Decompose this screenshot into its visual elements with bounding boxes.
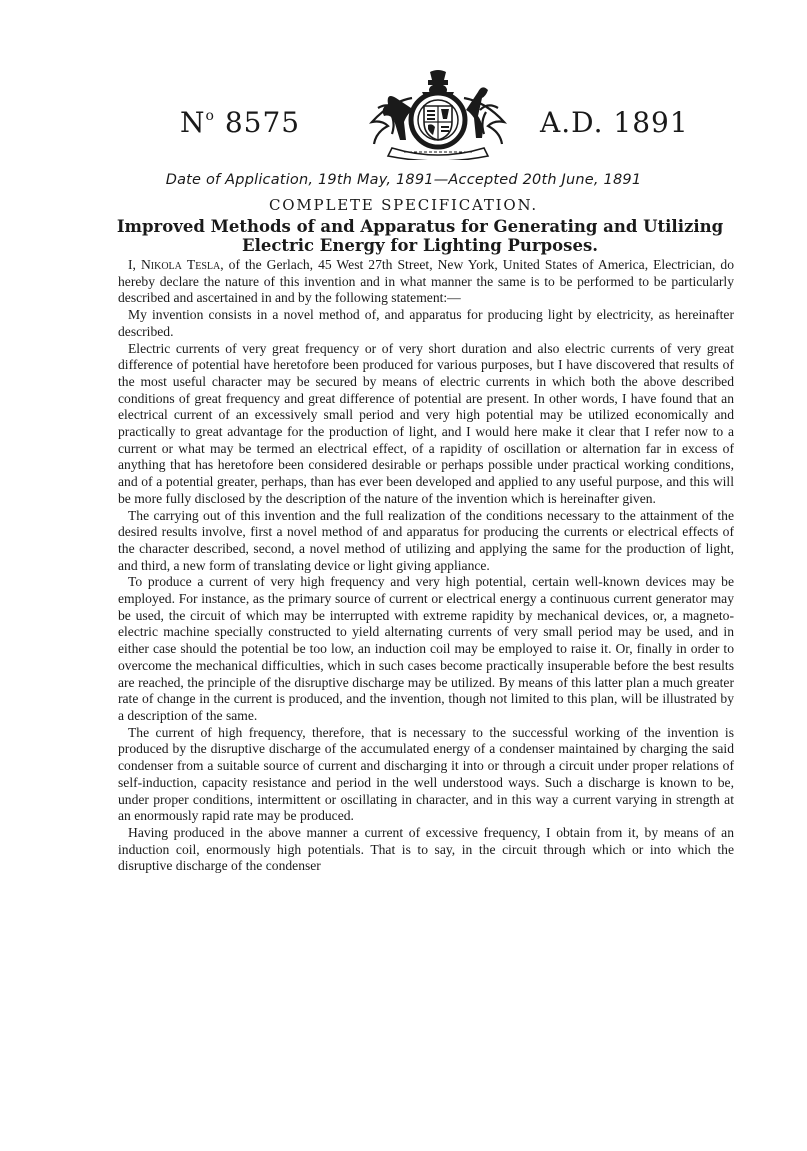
- specification-body: [118, 257, 734, 875]
- paragraph-3: Electric currents of very great frequency or of very short duration and also electric currents of very great difference of potential have heretofore been produced for various purposes, but I have discovered that results of the most useful character may be secured by means of electric currents in which both the above described conditions of great frequency and great difference of potential are present. In other words, I have found that an electrical current of an excessively small period and very high potential may be utilized economically and practically to great advantage for the production of light, and I would here make it clear that I refer now to a current or what may be termed an electrical effect, of a rapidity of oscillation or alternation far in excess of anything that has heretofore been considered desirable or perhaps possible under practical working conditions, and of a potential greater, perhaps, than has ever been developed and applied to any useful purpose, and this will be more fully disclosed by the description of the nature of the invention which is hereinafter given.: [118, 340, 734, 506]
- paragraph-1: I, Nikola Tesla, of the Gerlach, 45 West 27th Street, New York, United States of America, Electrician, do hereby declare the nature of this invention and in what manner the same is to be performed to be particularly described and ascertained in and by the following statement:—: [118, 257, 735, 306]
- patent-number: $N^o$ 8575: [180, 106, 301, 139]
- royal-coat-of-arms-icon: [352, 68, 524, 160]
- patent-title: [100, 217, 740, 255]
- patent-header: [0, 68, 807, 158]
- patent-title-line-2: Electric Energy for Lighting Purposes.: [242, 236, 598, 255]
- paragraph-5: To produce a current of very high frequency and very high potential, certain well-known devices may be employed. For instance, as the primary source of current or electrical energy a continuous current generator may be used, the circuit of which may be interrupted with extreme rapidity by mechanical devices, or, a magneto-electric machine specially constructed to yield alternating currents of very small period may be used, and in either case should the potential be too low, an induction coil may be employed to raise it. Or, finally in order to overcome the mechanical difficulties, which in such cases become practically insuperable before the best results are reached, the principle of the disruptive discharge may be utilized. By means of this latter plan a much greater rate of change in the current is produced, and the invention, though not limited to this plan, will be illustrated by a description of the same.: [118, 574, 734, 723]
- paragraph-7: Having produced in the above manner a current of excessive frequency, I obtain from it, by means of an induction coil, enormously high potentials. That is to say, in the circuit through which or into which the disruptive discharge of the condenser: [118, 824, 734, 874]
- paragraph-6: The current of high frequency, therefore, that is necessary to the successful working of the invention is produced by the disruptive discharge of the accumulated energy of a condenser maintained by charging the said condenser from a suitable source of current and discharging it into or through a circuit under proper relations of self-induction, capacity resistance and period in the well understood ways. Such a discharge is known to be, under proper conditions, intermittent or oscillating in character, and in this way a current varying in strength at an enormously rapid rate may be produced.: [118, 724, 734, 824]
- patent-title-line-1: Improved Methods of and Apparatus for Generating and Utilizing: [116, 217, 724, 236]
- application-dates: Date of Application, 19th May, 1891—Accepted 20th June, 1891: [165, 172, 642, 188]
- specification-heading: COMPLETE SPECIFICATION.: [269, 196, 538, 214]
- inventor-last-name: Tesla: [186, 257, 221, 272]
- patent-year: A.D. 1891: [540, 106, 689, 139]
- inventor-first-name: Nikola: [140, 257, 182, 272]
- paragraph-4: The carrying out of this invention and the full realization of the conditions necessary to the attainment of the desired results involve, first a novel method of and apparatus for producing the currents or electrical effects of the character described, second, a novel method of utilizing and applying the same for the production of light, and third, a new form of translating device or light giving appliance.: [118, 507, 734, 573]
- paragraph-2: My invention consists in a novel method of, and apparatus for producing light by electricity, as hereinafter described.: [118, 307, 734, 339]
